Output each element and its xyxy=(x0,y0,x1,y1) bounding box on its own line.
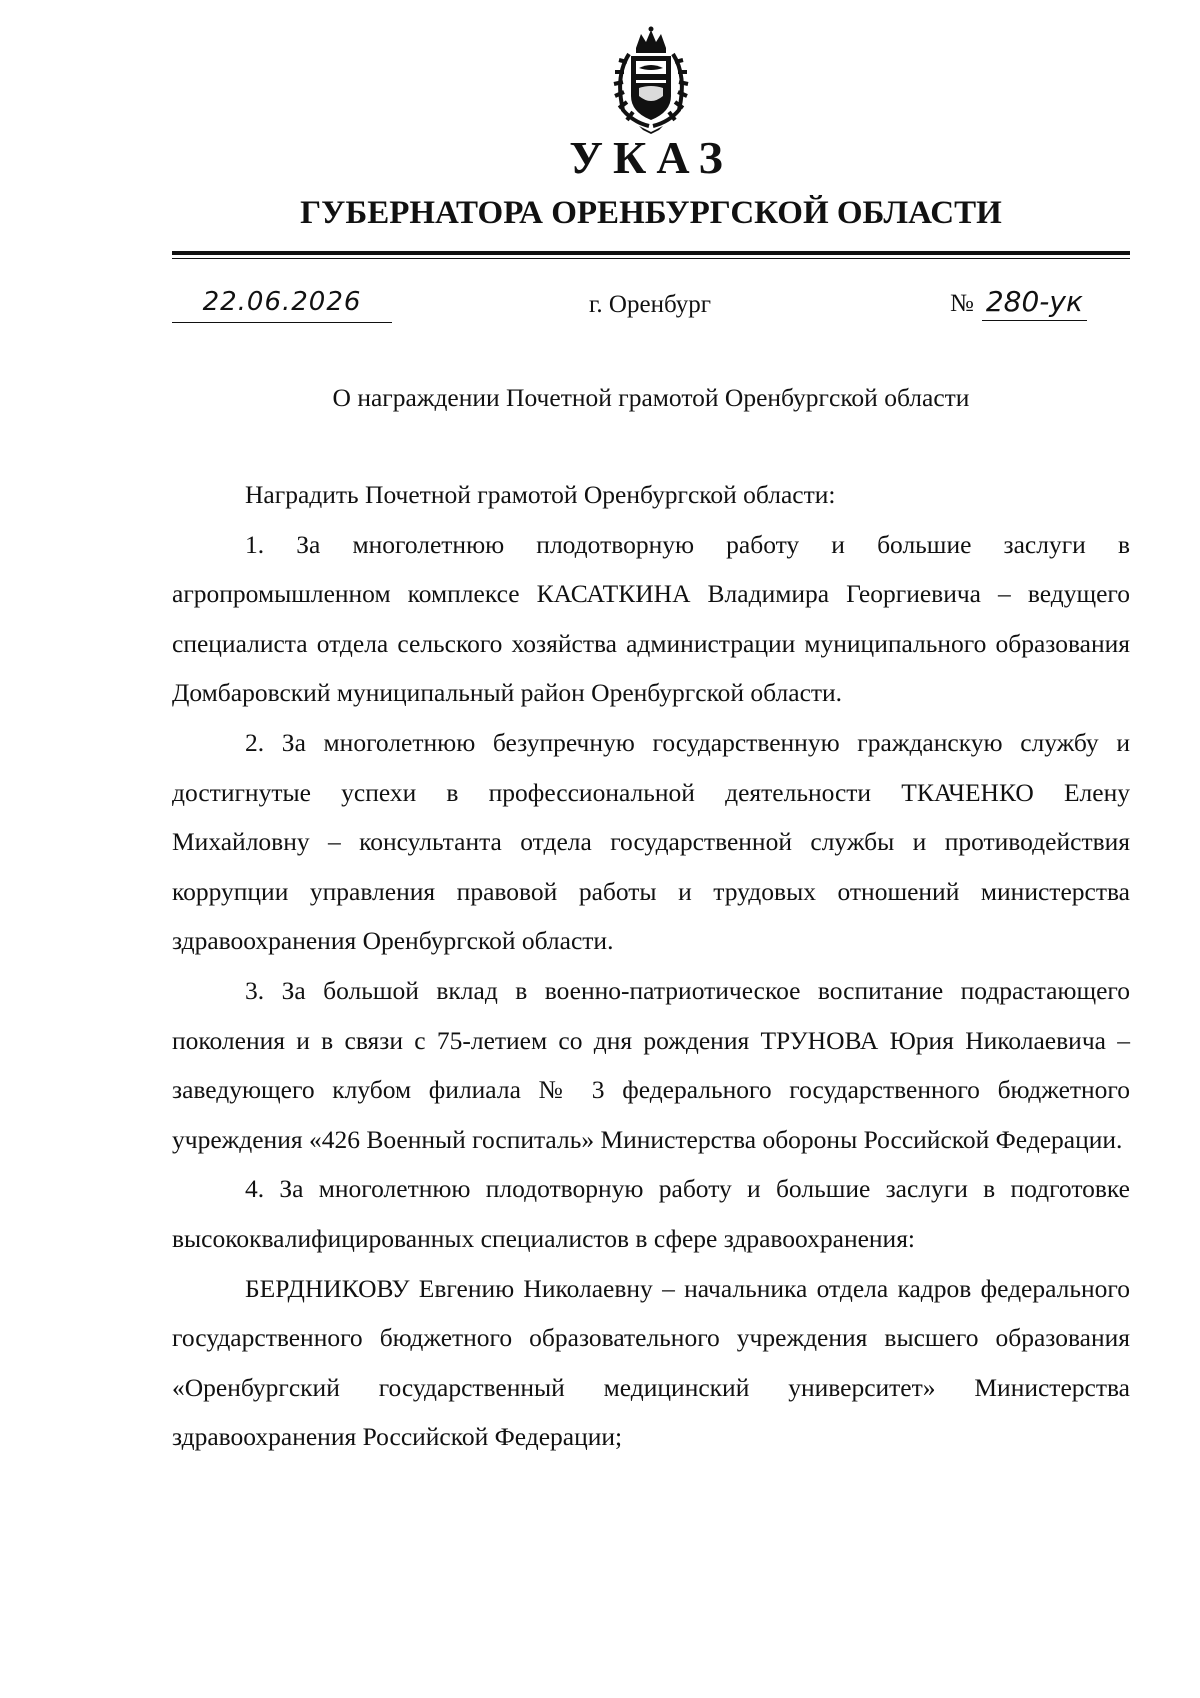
document-subtitle: ГУБЕРНАТОРА ОРЕНБУРГСКОЙ ОБЛАСТИ xyxy=(300,195,1002,231)
decree-number xyxy=(950,284,1150,324)
decree-heading: О награждении Почетной грамотой Оренбургской области xyxy=(332,383,970,412)
number-value: 280-ук xyxy=(982,284,1087,321)
paragraph-item-3: 3. За большой вклад в военно-патриотическое воспитание подрастающего поколения и в связи с 75-летием со дня рождения ТРУНОВА Юрия Николаевича – заведующего клубом филиала № 3 федерального государственного бюджетного учреждения «426 Военный госпиталь» Министерства обороны Российской Федерации. xyxy=(172,975,1130,1154)
header-divider-thick xyxy=(172,251,1130,255)
decree-body xyxy=(172,470,1130,1462)
paragraph-item-4-person: БЕРДНИКОВУ Евгению Николаевну – начальника отдела кадров федерального государственного бюджетного образовательного учреждения высшего образования «Оренбургский государственный медицинский университет» Министерства здравоохранения Российской Федерации; xyxy=(172,1273,1130,1452)
paragraph-intro: Наградить Почетной грамотой Оренбургской области: xyxy=(245,480,836,509)
oren-coat-of-arms-icon xyxy=(609,26,693,134)
paragraph-item-2: 2. За многолетнюю безупречную государственную гражданскую службу и достигнутые успехи в профессиональной деятельности ТКАЧЕНКО Елену Михайловну – консультанта отдела государственной службы и противодействия коррупции управления правовой работы и трудовых отношений министерства здравоохранения Оренбургской области. xyxy=(172,727,1130,956)
header-divider-thin xyxy=(172,258,1130,259)
decree-city: г. Оренбург xyxy=(589,291,711,318)
document-title: УКАЗ xyxy=(569,132,733,183)
paragraph-item-4: 4. За многолетнюю плодотворную работу и большие заслуги в подготовке высококвалифицированных специалистов в сфере здравоохранения: xyxy=(172,1174,1130,1253)
paragraph-item-1: 1. За многолетнюю плодотворную работу и большие заслуги в агропромышленном комплексе КАСАТКИНА Владимира Георгиевича – ведущего специалиста отдела сельского хозяйства администрации муниципального образования Домбаровский муниципальный район Оренбургской области. xyxy=(172,529,1130,708)
decree-date: 22.06.2026 xyxy=(172,282,392,323)
number-sign: № xyxy=(950,290,974,317)
